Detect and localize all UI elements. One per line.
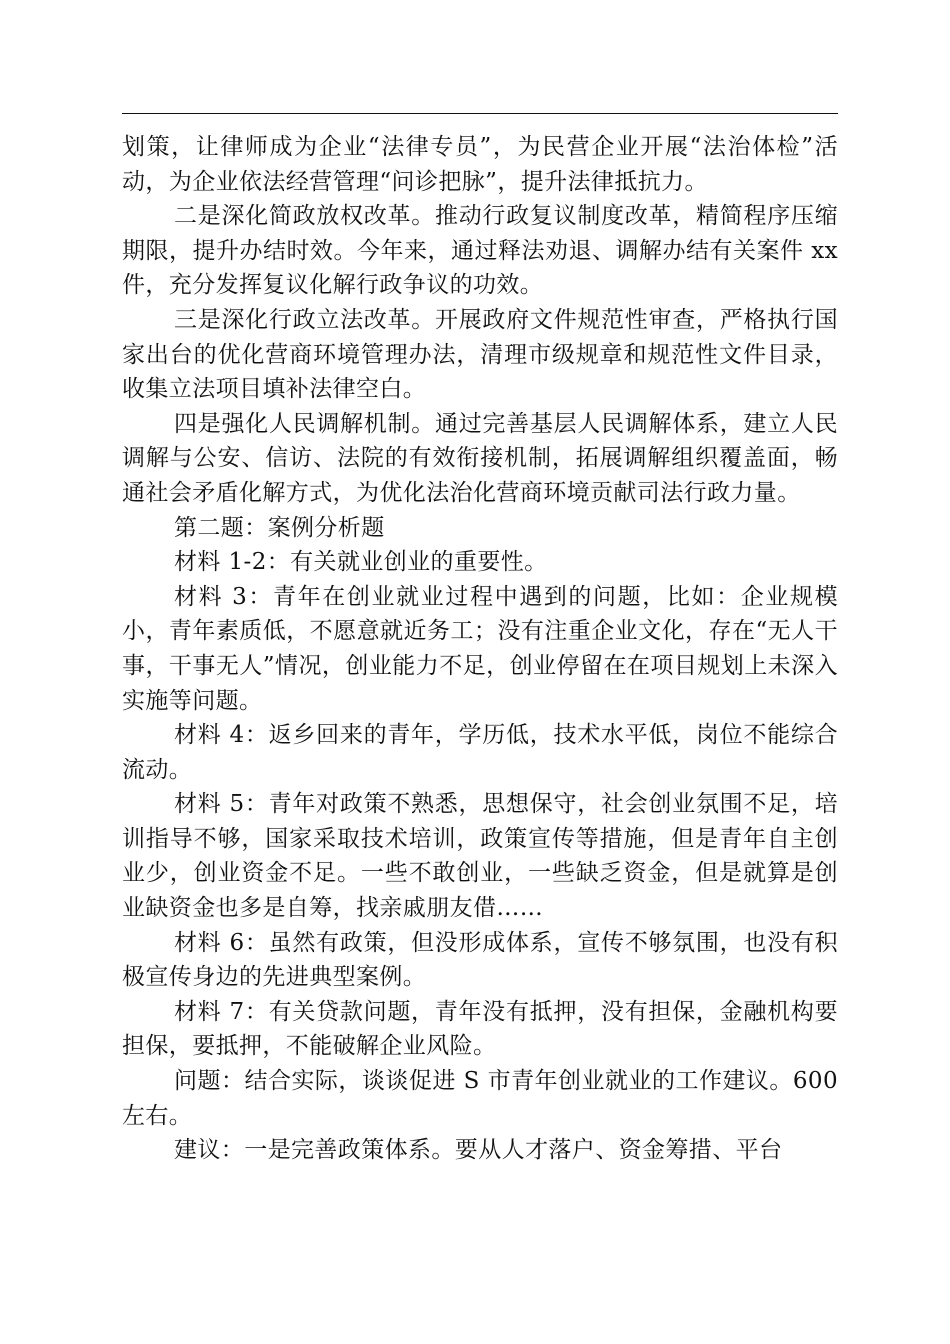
suggestion: 建议：一是完善政策体系。要从人才落户、资金筹措、平台 <box>174 1137 783 1164</box>
material-1-2: 材料 1-2：有关就业创业的重要性。 <box>174 549 548 576</box>
question: 问题：结合实际，谈谈促进 S 市青年创业就业的工作建议。600 左右。 <box>122 1068 838 1129</box>
paragraph-2: 二是深化简政放权改革。推动行政复议制度改革，精简程序压缩期限，提升办结时效。今年来，通过释法劝退、调解办结有关案件 xx 件，充分发挥复议化解行政争议的功效。 <box>122 203 838 299</box>
paragraph-1: 划策，让律师成为企业“法律专员”，为民营企业开展“法治体检”活动，为企业依法经营管理“问诊把脉”，提升法律抵抗力。 <box>122 134 838 195</box>
document-body <box>122 130 838 1168</box>
section-heading: 第二题：案例分析题 <box>174 514 385 541</box>
header-rule <box>122 113 838 114</box>
paragraph-4: 四是强化人民调解机制。通过完善基层人民调解体系，建立人民调解与公安、信访、法院的有效衔接机制，拓展调解组织覆盖面，畅通社会矛盾化解方式，为优化法治化营商环境贡献司法行政力量。 <box>122 410 838 506</box>
paragraph-3: 三是深化行政立法改革。开展政府文件规范性审查，严格执行国家出台的优化营商环境管理办法，清理市级规章和规范性文件目录，收集立法项目填补法律空白。 <box>122 306 838 403</box>
material-5: 材料 5：青年对政策不熟悉，思想保守，社会创业氛围不足，培训指导不够，国家采取技术培训，政策宣传等措施，但是青年自主创业少，创业资金不足。一些不敢创业，一些缺乏资金，但是就算是创业缺资金也多是自筹，找亲戚朋友借…… <box>122 791 838 922</box>
material-6: 材料 6：虽然有政策，但没形成体系，宣传不够氛围，也没有积极宣传身边的先进典型案例。 <box>122 929 838 991</box>
material-7: 材料 7：有关贷款问题，青年没有抵押，没有担保，金融机构要担保，要抵押，不能破解企业风险。 <box>122 998 838 1060</box>
material-4: 材料 4：返乡回来的青年，学历低，技术水平低，岗位不能综合流动。 <box>122 722 838 783</box>
material-3: 材料 3：青年在创业就业过程中遇到的问题，比如：企业规模小，青年素质低，不愿意就近务工；没有注重企业文化，存在“无人干事，干事无人”情况，创业能力不足，创业停留在在项目规划上未深入实施等问题。 <box>122 583 838 714</box>
